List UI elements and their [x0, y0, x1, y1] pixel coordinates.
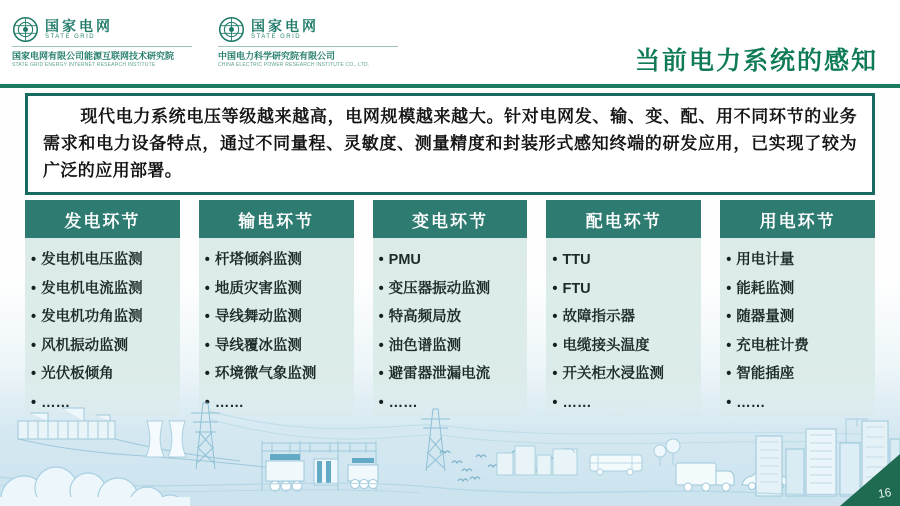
bullet-icon: • [378, 394, 384, 411]
bullet-icon: • [726, 366, 732, 382]
list-item [726, 246, 873, 275]
org-name-en: STATE GRID ENERGY INTERNET RESEARCH INSTITUTE [12, 62, 156, 68]
column-header: 配电环节 [546, 200, 701, 238]
logo-divider [218, 46, 398, 47]
cooling-towers [146, 421, 186, 457]
state-grid-emblem-icon [12, 16, 39, 43]
item-label: 发电机电压监测 [41, 252, 143, 268]
bullet-icon: • [204, 252, 210, 268]
column-item-list [373, 238, 528, 416]
column-header: 发电环节 [25, 200, 180, 238]
bullet-icon: • [31, 366, 37, 382]
bullet-icon: • [31, 280, 37, 297]
list-item [552, 303, 699, 332]
title-divider-line [0, 84, 900, 88]
intro-box [25, 93, 875, 195]
org-name-cn: 国家电网有限公司能源互联网技术研究院 [12, 51, 175, 61]
list-item [379, 303, 526, 332]
bullet-icon: • [726, 252, 732, 268]
list-item [31, 275, 178, 304]
intro-paragraph: 现代电力系统电压等级越来越高，电网规模越来越大。针对电网发、输、变、配、用不同环节的业务需求和电力设备特点，通过不同量程、灵敏度、测量精度和封装形式感知终端的研发应用，已实现了较为广泛的应用部署。 [43, 107, 857, 180]
list-item [205, 332, 352, 361]
item-label: 变压器振动监测 [388, 280, 491, 297]
column-header: 用电环节 [720, 200, 875, 238]
item-label: …… [214, 394, 244, 411]
process-columns [25, 200, 875, 416]
list-item [205, 303, 352, 332]
item-label: 发电机电流监测 [41, 280, 143, 297]
list-item [552, 332, 699, 361]
item-label: 随器量测 [736, 309, 795, 325]
list-item [31, 332, 178, 361]
item-label: 光伏板倾角 [41, 366, 114, 382]
list-item [31, 303, 178, 332]
truck [676, 463, 734, 491]
item-label: …… [388, 394, 418, 411]
page-title: 当前电力系统的感知 [634, 47, 878, 75]
column-item-list [199, 238, 354, 416]
item-label: 故障指示器 [562, 309, 635, 325]
bullet-icon: • [552, 280, 558, 297]
bottom-illustration [0, 391, 900, 506]
bullet-icon: • [552, 337, 558, 354]
list-item [552, 275, 699, 304]
list-item [205, 275, 352, 304]
logo-divider [12, 46, 192, 47]
item-label: FTU [562, 280, 591, 297]
list-item [552, 246, 699, 275]
list-item [726, 360, 873, 389]
item-label: 导线覆冰监测 [214, 337, 302, 354]
bullet-icon: • [204, 366, 210, 382]
brand-name-cn: 国家电网 [251, 18, 319, 34]
process-column-2 [373, 200, 528, 416]
dam-illustration [18, 408, 265, 467]
logo-group [12, 16, 398, 68]
process-column-4 [720, 200, 875, 416]
bullet-icon: • [726, 337, 732, 354]
item-label: TTU [562, 252, 591, 268]
brand-name-en: STATE GRID [45, 33, 96, 40]
bullet-icon: • [31, 309, 37, 325]
item-label: 杆塔倾斜监测 [214, 252, 302, 268]
list-item [205, 246, 352, 275]
bullet-icon: • [204, 309, 210, 325]
list-item [31, 360, 178, 389]
brand-name-cn: 国家电网 [45, 18, 113, 34]
page-number: 16 [876, 485, 893, 501]
list-item [726, 303, 873, 332]
process-column-1 [199, 200, 354, 416]
bullet-icon: • [552, 394, 558, 411]
bullet-icon: • [726, 394, 732, 411]
item-label: 智能插座 [736, 366, 795, 382]
bullet-icon: • [552, 309, 558, 325]
bullet-icon: • [31, 252, 37, 268]
brand-name-en: STATE GRID [251, 33, 302, 40]
org-name-cn: 中国电力科学研究院有限公司 [218, 51, 336, 61]
item-label: 发电机功角监测 [41, 309, 143, 325]
bullet-icon: • [726, 280, 732, 297]
item-label: 电缆接头温度 [562, 337, 650, 354]
item-label: 开关柜水浸监测 [562, 366, 664, 382]
bullet-icon: • [378, 309, 384, 325]
item-label: PMU [388, 252, 421, 268]
bullet-icon: • [204, 394, 210, 411]
bullet-icon: • [378, 280, 384, 297]
transmission-tower-2 [421, 409, 450, 471]
bus [590, 455, 642, 475]
item-label: 充电桩计费 [736, 337, 809, 354]
item-label: 风机振动监测 [41, 337, 129, 354]
bullet-icon: • [552, 252, 558, 268]
column-item-list [720, 238, 875, 416]
bullet-icon: • [204, 337, 210, 354]
list-item [552, 360, 699, 389]
logo-energy-internet-institute [12, 16, 192, 68]
item-label: 能耗监测 [736, 280, 795, 297]
column-item-list [546, 238, 701, 416]
state-grid-emblem-icon [218, 16, 245, 43]
column-header: 变电环节 [373, 200, 528, 238]
list-item [726, 275, 873, 304]
bullet-icon: • [552, 366, 558, 382]
item-label: …… [736, 394, 766, 411]
list-item [31, 246, 178, 275]
logo-brand-names [45, 19, 113, 40]
transmission-tower [191, 403, 220, 469]
bullet-icon: • [31, 337, 37, 354]
list-item [379, 246, 526, 275]
process-column-3 [546, 200, 701, 416]
column-header: 输电环节 [199, 200, 354, 238]
logo-cepri [218, 16, 398, 68]
cloud [0, 467, 190, 506]
process-column-0 [25, 200, 180, 416]
org-name-en: CHINA ELECTRIC POWER RESEARCH INSTITUTE CO., LTD. [218, 62, 370, 68]
item-label: 环境微气象监测 [214, 366, 317, 382]
logo-brand-names [251, 19, 319, 40]
list-item [726, 332, 873, 361]
item-label: 导线舞动监测 [214, 309, 302, 325]
logo-row [12, 16, 192, 43]
list-item [379, 332, 526, 361]
bullet-icon: • [31, 394, 37, 411]
item-label: 特高频局放 [388, 309, 462, 325]
logo-row [218, 16, 398, 43]
bullet-icon: • [378, 252, 384, 268]
bullet-icon: • [204, 280, 210, 297]
item-label: 用电计量 [736, 252, 795, 268]
bullet-icon: • [726, 309, 732, 325]
item-label: 油色谱监测 [388, 337, 462, 354]
list-item [379, 360, 526, 389]
item-label: 避雷器泄漏电流 [388, 366, 491, 382]
list-item [379, 275, 526, 304]
bullet-icon: • [378, 337, 384, 354]
item-label: 地质灾害监测 [214, 280, 302, 297]
item-label: …… [562, 394, 592, 411]
column-item-list [25, 238, 180, 416]
bullet-icon: • [378, 366, 384, 382]
item-label: …… [41, 394, 71, 411]
list-item [205, 360, 352, 389]
low-buildings [497, 446, 577, 475]
